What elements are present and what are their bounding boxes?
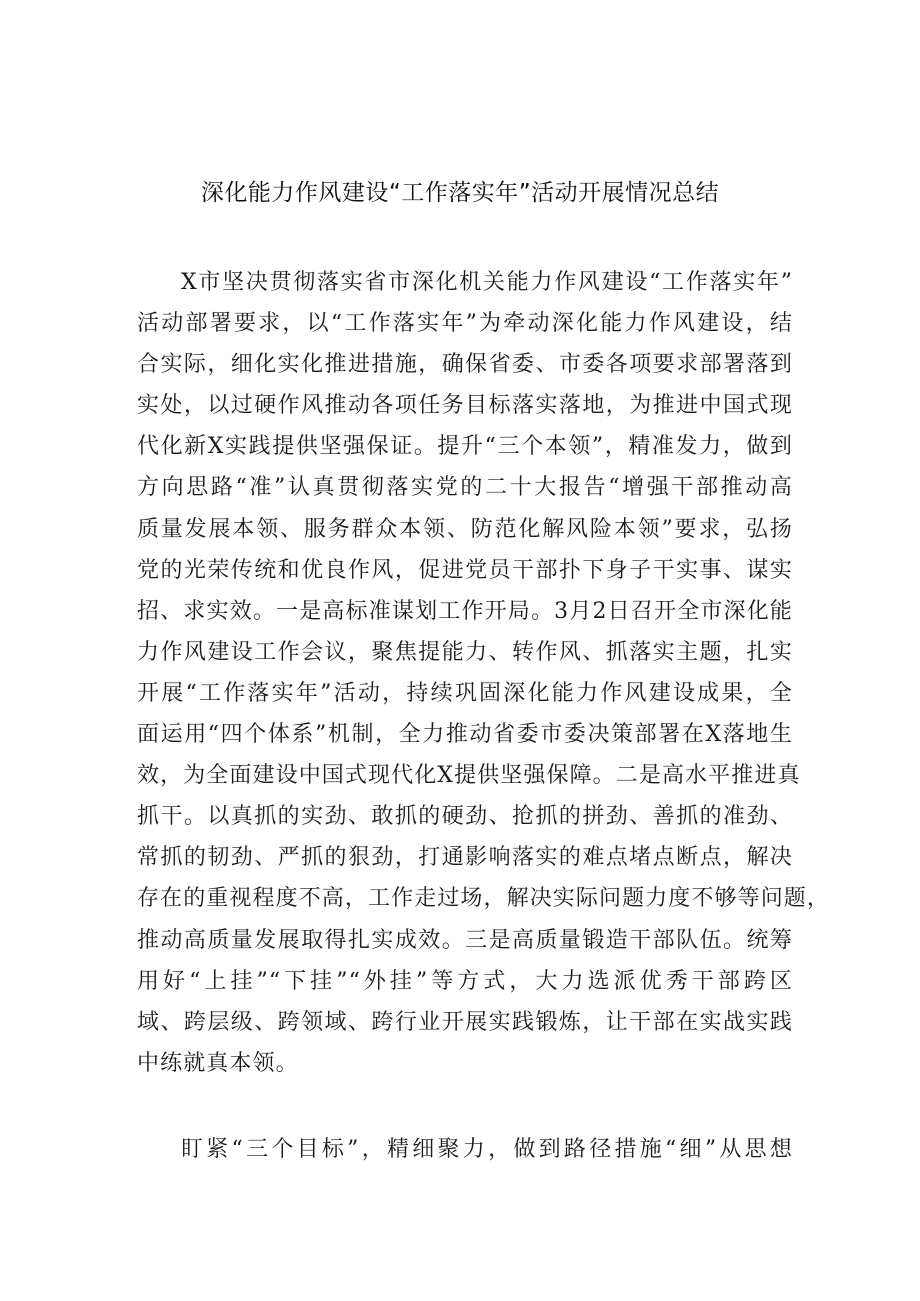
paragraph-line: X市坚决贯彻落实省市深化机关能力作风建设“工作落实年” (181, 270, 793, 295)
paragraph-line: 存在的重视程度不高，工作走过场，解决实际问题力度不够等问题， (137, 886, 831, 912)
paragraph-line: 招、求实效。一是高标准谋划工作开局。3月2日召开全市深化能 (137, 598, 793, 624)
paragraph-line: 盯紧“三个目标”，精细聚力，做到路径措施“细”从思想 (181, 1137, 793, 1162)
paragraph-line: 推动高质量发展取得扎实成效。三是高质量锻造干部队伍。统筹 (137, 927, 793, 953)
paragraph-line: 代化新X实践提供坚强保证。提升“三个本领”，精准发力，做到 (137, 434, 793, 460)
paragraph-line: 中练就真本领。 (137, 1050, 299, 1076)
paragraph-line: 开展“工作落实年”活动，持续巩固深化能力作风建设成果，全 (137, 680, 793, 706)
paragraph-line: 实处，以过硬作风推动各项任务目标落实落地，为推进中国式现 (137, 393, 793, 419)
paragraph-line: 质量发展本领、服务群众本领、防范化解风险本领”要求，弘扬 (137, 516, 793, 542)
paragraph-line: 力作风建设工作会议，聚焦提能力、转作风、抓落实主题，扎实 (137, 639, 793, 665)
paragraph-line: 效，为全面建设中国式现代化X提供坚强保障。二是高水平推进真 (137, 763, 801, 789)
paragraph-line: 方向思路“准”认真贯彻落实党的二十大报告“增强干部推动高 (137, 475, 793, 501)
paragraph-line: 常抓的韧劲、严抓的狠劲，打通影响落实的难点堵点断点，解决 (137, 845, 793, 871)
paragraph-1 (137, 262, 831, 1084)
paragraph-line: 活动部署要求，以“工作落实年”为牵动深化能力作风建设，结 (137, 311, 793, 337)
paragraph-line: 域、跨层级、跨领域、跨行业开展实践锻炼，让干部在实战实践 (137, 1009, 793, 1035)
paragraph-line: 党的光荣传统和优良作风，促进党员干部扑下身子干实事、谋实 (137, 557, 793, 583)
paragraph-line: 抓干。以真抓的实劲、敢抓的硬劲、抢抓的拼劲、善抓的准劲、 (137, 804, 793, 830)
paragraph-2 (137, 1129, 793, 1170)
paragraph-line: 用好“上挂”“下挂”“外挂”等方式，大力选派优秀干部跨区 (137, 968, 793, 994)
paragraph-line: 面运用“四个体系”机制，全力推动省委市委决策部署在X落地生 (137, 722, 793, 748)
document-title: 深化能力作风建设“工作落实年”活动开展情况总结 (200, 180, 720, 206)
paragraph-line: 合实际，细化实化推进措施，确保省委、市委各项要求部署落到 (137, 352, 793, 378)
